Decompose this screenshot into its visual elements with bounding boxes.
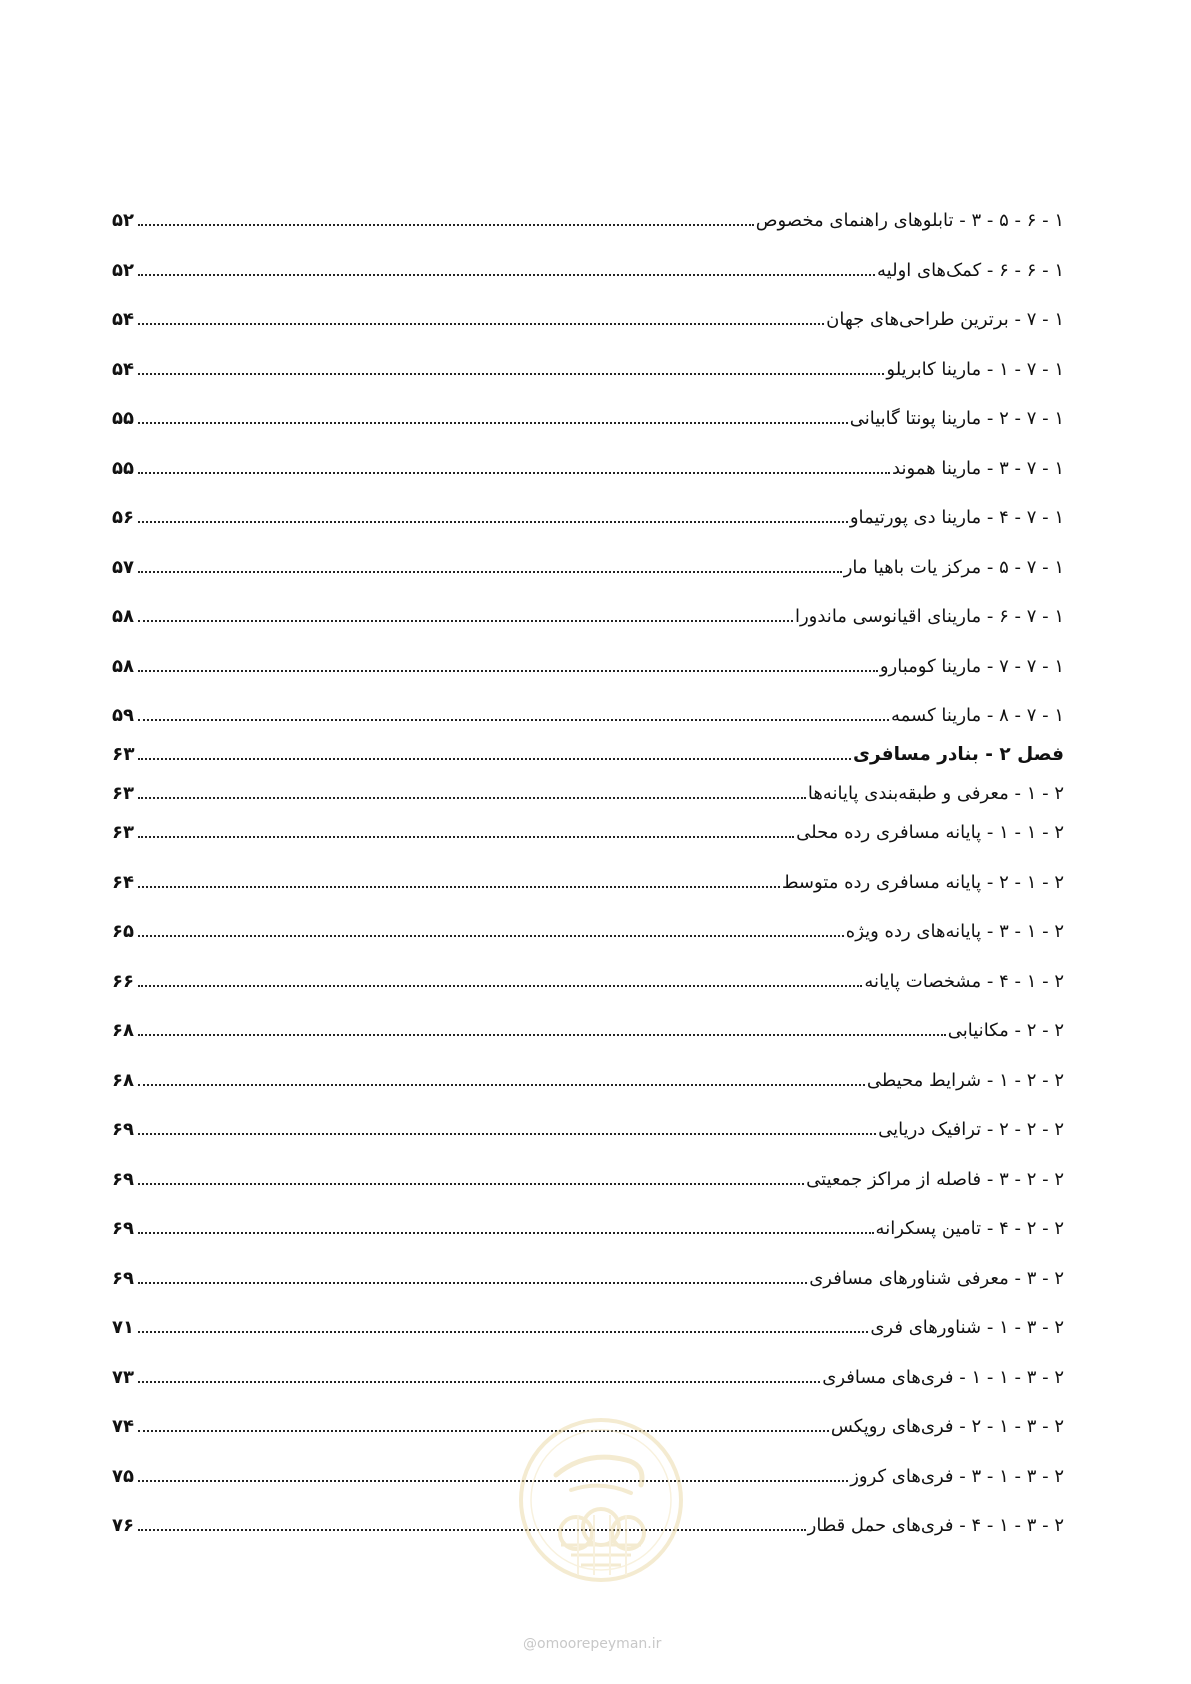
toc-entry[interactable] — [112, 872, 1064, 922]
dot-leader — [138, 718, 889, 721]
toc-entry-page: ۶۳ — [112, 783, 134, 804]
toc-entry[interactable] — [112, 606, 1064, 656]
toc-chapter-title: فصل ۲ - بنادر مسافری — [853, 744, 1064, 765]
dot-leader — [138, 372, 884, 375]
toc-entry[interactable] — [112, 1268, 1064, 1318]
toc-entry[interactable] — [112, 656, 1064, 706]
dot-leader — [138, 885, 780, 888]
toc-entry-title: ۱ - ۷ - ۲ - مارینا پونتا گابیانی — [849, 408, 1064, 429]
toc-entry-title: ۱ - ۷ - ۶ - مارینای اقیانوسی ماندورا — [794, 606, 1064, 627]
toc-entry-page: ۵۷ — [112, 556, 134, 578]
toc-entry-title: ۲ - ۲ - مکانیابی — [947, 1020, 1064, 1041]
toc-entry-title: ۲ - ۲ - ۱ - شرایط محیطی — [866, 1069, 1064, 1091]
toc-entry-title: ۲ - ۳ - ۱ - ۱ - فری‌های مسافری — [822, 1366, 1064, 1388]
table-of-contents — [112, 210, 1064, 1565]
toc-entry[interactable] — [112, 359, 1064, 409]
dot-leader — [138, 669, 878, 672]
toc-entry[interactable] — [112, 705, 1064, 744]
toc-entry-title: ۱ - ۷ - برترین طراحی‌های جهان — [826, 309, 1064, 330]
dot-leader — [138, 223, 754, 226]
toc-entry[interactable] — [112, 408, 1064, 458]
toc-entry[interactable] — [112, 557, 1064, 607]
dot-leader — [138, 1083, 865, 1086]
toc-entry-page: ۶۵ — [112, 921, 134, 942]
dot-leader — [138, 570, 842, 573]
toc-entry-title: ۲ - ۳ - ۱ - ۴ - فری‌های حمل قطار — [807, 1515, 1064, 1536]
toc-entry-page: ۵۵ — [112, 408, 134, 429]
toc-entry-page: ۶۴ — [112, 871, 134, 893]
toc-entry-title: ۲ - ۱ - معرفی و طبقه‌بندی پایانه‌ها — [807, 783, 1064, 804]
toc-entry-page: ۶۳ — [112, 822, 134, 843]
toc-entry[interactable] — [112, 1070, 1064, 1120]
toc-entry-page: ۵۲ — [112, 259, 134, 281]
dot-leader — [138, 1033, 946, 1036]
toc-entry-page: ۷۵ — [112, 1465, 134, 1487]
toc-chapter-page: ۶۳ — [112, 744, 135, 765]
toc-entry[interactable] — [112, 921, 1064, 971]
dot-leader — [138, 619, 793, 622]
toc-entry[interactable] — [112, 458, 1064, 508]
toc-entry-title: ۲ - ۲ - ۲ - ترافیک دریایی — [878, 1119, 1064, 1140]
toc-entry[interactable] — [112, 1317, 1064, 1367]
toc-entry-title: ۱ - ۶ - ۵ - ۳ - تابلوهای راهنمای مخصوص — [755, 210, 1064, 231]
dot-leader — [138, 1380, 820, 1383]
toc-entry-title: ۲ - ۱ - ۲ - پایانه مسافری رده متوسط — [781, 871, 1064, 893]
toc-entry-page: ۶۸ — [112, 1069, 134, 1091]
toc-entry-page: ۶۶ — [112, 970, 134, 992]
toc-entry-page: ۶۹ — [112, 1119, 134, 1140]
toc-entry-page: ۶۹ — [112, 1168, 134, 1190]
dot-leader — [138, 471, 890, 474]
dot-leader — [138, 1132, 876, 1135]
dot-leader — [138, 1231, 874, 1234]
toc-entry[interactable] — [112, 1119, 1064, 1169]
dot-leader — [138, 835, 794, 838]
dot-leader — [138, 934, 844, 937]
toc-entry-page: ۷۶ — [112, 1515, 134, 1536]
toc-entry[interactable] — [112, 1218, 1064, 1268]
toc-entry-title: ۱ - ۷ - ۴ - مارینا دی پورتیماو — [849, 507, 1064, 528]
toc-entry-title: ۱ - ۷ - ۸ - مارینا کسمه — [890, 705, 1064, 726]
toc-entry[interactable] — [112, 507, 1064, 557]
toc-entry[interactable] — [112, 971, 1064, 1021]
toc-entry-title: ۱ - ۷ - ۷ - مارینا کومبارو — [879, 655, 1064, 677]
dot-leader — [138, 1281, 807, 1284]
toc-entry-page: ۷۴ — [112, 1416, 134, 1437]
toc-entry-page: ۵۶ — [112, 507, 134, 528]
toc-entry-title: ۲ - ۳ - ۱ - ۳ - فری‌های کروز — [850, 1465, 1064, 1487]
dot-leader — [138, 273, 875, 276]
toc-entry-page: ۵۴ — [112, 309, 134, 330]
toc-entry-page: ۵۵ — [112, 457, 134, 479]
toc-entry-title: ۱ - ۷ - ۱ - مارینا کابریلو — [886, 358, 1064, 380]
toc-entry[interactable] — [112, 783, 1064, 822]
toc-entry[interactable] — [112, 822, 1064, 872]
dot-leader — [138, 1330, 868, 1333]
toc-entry-page: ۷۱ — [112, 1317, 134, 1338]
dot-leader — [138, 757, 851, 760]
toc-chapter-heading[interactable] — [112, 744, 1064, 783]
toc-entry-title: ۲ - ۳ - معرفی شناورهای مسافری — [809, 1267, 1064, 1289]
toc-entry-page: ۵۲ — [112, 210, 134, 231]
toc-entry-page: ۵۸ — [112, 655, 134, 677]
toc-entry[interactable] — [112, 210, 1064, 260]
toc-entry-title: ۲ - ۲ - ۳ - فاصله از مراکز جمعیتی — [806, 1168, 1064, 1190]
toc-entry-page: ۶۹ — [112, 1267, 134, 1289]
toc-entry-page: ۵۴ — [112, 358, 134, 380]
dot-leader — [138, 1528, 806, 1531]
toc-entry-title: ۱ - ۷ - ۵ - مرکز یات باهیا مار — [843, 556, 1064, 578]
dot-leader — [138, 322, 824, 325]
toc-entry-title: ۲ - ۱ - ۳ - پایانه‌های رده ویژه — [845, 921, 1064, 942]
toc-entry[interactable] — [112, 260, 1064, 310]
toc-entry[interactable] — [112, 1367, 1064, 1417]
toc-entry[interactable] — [112, 309, 1064, 359]
toc-entry-page: ۶۸ — [112, 1020, 134, 1041]
toc-entry[interactable] — [112, 1169, 1064, 1219]
toc-entry-title: ۲ - ۳ - ۱ - شناورهای فری — [870, 1317, 1064, 1338]
toc-entry-page: ۶۹ — [112, 1218, 134, 1239]
toc-entry-title: ۲ - ۱ - ۴ - مشخصات پایانه — [864, 970, 1064, 992]
dot-leader — [138, 1479, 848, 1482]
watermark-logo — [516, 1415, 686, 1585]
toc-entry-page: ۷۳ — [112, 1366, 134, 1388]
dot-leader — [138, 1182, 804, 1185]
toc-entry-page: ۵۸ — [112, 606, 134, 627]
dot-leader — [138, 984, 862, 987]
dot-leader — [138, 421, 848, 424]
toc-entry-title: ۱ - ۷ - ۳ - مارینا هموند — [892, 457, 1064, 479]
toc-entry-page: ۵۹ — [112, 705, 134, 726]
toc-entry-title: ۲ - ۳ - ۱ - ۲ - فری‌های روپکس — [830, 1416, 1064, 1437]
watermark-handle: @omoorepeyman.ir — [523, 1636, 662, 1652]
dot-leader — [138, 520, 848, 523]
dot-leader — [138, 796, 806, 799]
toc-entry-title: ۲ - ۲ - ۴ - تامین پسکرانه — [875, 1218, 1064, 1239]
toc-entry-title: ۱ - ۶ - ۶ - کمک‌های اولیه — [877, 259, 1064, 281]
toc-entry[interactable] — [112, 1020, 1064, 1070]
dot-leader — [138, 1429, 829, 1432]
toc-entry-title: ۲ - ۱ - ۱ - پایانه مسافری رده محلی — [796, 822, 1064, 843]
